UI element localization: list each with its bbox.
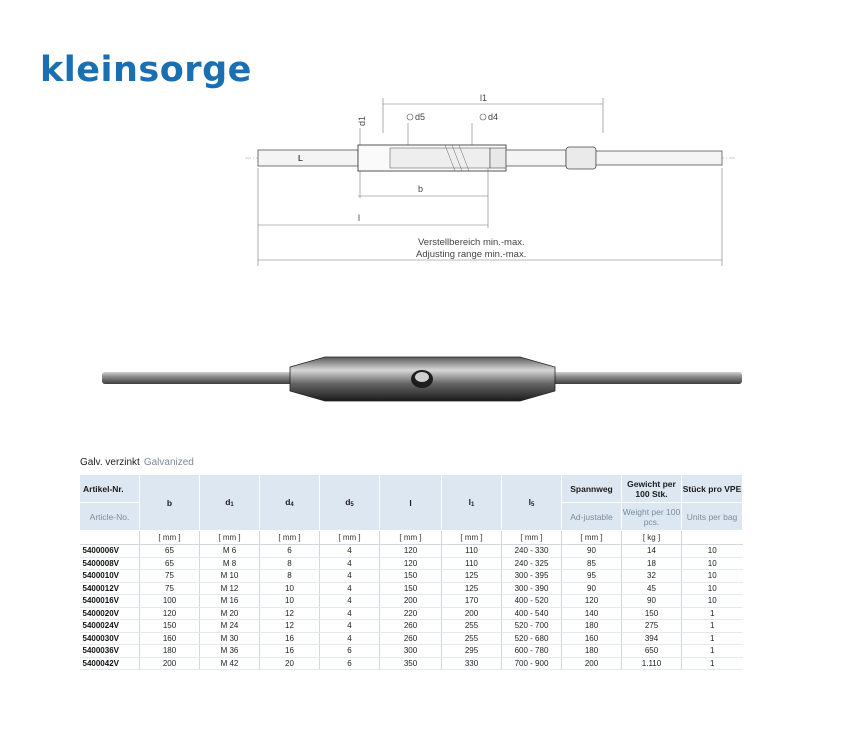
table-row <box>80 632 743 645</box>
table-cell: 200 <box>380 595 442 608</box>
table-cell: 330 <box>442 657 502 670</box>
table-cell: 95 <box>562 570 622 583</box>
header-article: Artikel-Nr. <box>80 475 140 503</box>
table-cell: 12 <box>260 620 320 633</box>
table-cell: 4 <box>320 632 380 645</box>
table-cell: 110 <box>442 557 502 570</box>
table-row <box>80 545 743 558</box>
table-cell: 200 <box>442 607 502 620</box>
table-cell: 240 - 330 <box>502 545 562 558</box>
table-cell: 160 <box>140 632 200 645</box>
table-cell: 4 <box>320 545 380 558</box>
unit-cell: [ mm ] <box>140 531 200 545</box>
table-cell: 520 - 700 <box>502 620 562 633</box>
unit-cell: [ mm ] <box>200 531 260 545</box>
table-cell: 4 <box>320 582 380 595</box>
table-cell: M 36 <box>200 645 260 658</box>
table-cell: 300 <box>380 645 442 658</box>
header-article-en: Article-No. <box>80 503 140 531</box>
table-cell: 260 <box>380 620 442 633</box>
header-b: b <box>140 475 200 531</box>
label-L: L <box>298 154 303 163</box>
table-cell: 120 <box>380 557 442 570</box>
label-d1: d1 <box>357 115 367 126</box>
table-cell: 120 <box>140 607 200 620</box>
table-row <box>80 570 743 583</box>
header-vpe: Stück pro VPE <box>682 475 743 503</box>
table-cell: 10 <box>682 545 743 558</box>
table-cell: 150 <box>622 607 682 620</box>
table-cell: M 16 <box>200 595 260 608</box>
header-l: l <box>380 475 442 531</box>
table-cell: 180 <box>562 645 622 658</box>
table-cell: M 20 <box>200 607 260 620</box>
table-cell: 10 <box>682 595 743 608</box>
spec-table <box>79 474 743 670</box>
unit-cell <box>80 531 140 545</box>
technical-drawing <box>240 88 740 268</box>
table-cell: M 8 <box>200 557 260 570</box>
table-cell: 180 <box>140 645 200 658</box>
brand-logo: kleinsorge <box>40 50 252 90</box>
unit-cell: [ mm ] <box>502 531 562 545</box>
table-cell: 10 <box>682 557 743 570</box>
header-spannweg: Spannweg <box>562 475 622 503</box>
table-cell: 394 <box>622 632 682 645</box>
table-cell: M 10 <box>200 570 260 583</box>
table-cell: 170 <box>442 595 502 608</box>
table-cell: 4 <box>320 570 380 583</box>
article-number-cell: 5400020V <box>80 607 140 620</box>
label-b: b <box>418 184 424 194</box>
table-cell: 300 - 390 <box>502 582 562 595</box>
label-d4: d4 <box>488 112 499 122</box>
table-cell: 1.110 <box>622 657 682 670</box>
article-number-cell: 5400030V <box>80 632 140 645</box>
table-cell: 16 <box>260 645 320 658</box>
article-number-cell: 5400024V <box>80 620 140 633</box>
table-cell: 90 <box>562 582 622 595</box>
table-cell: 4 <box>320 620 380 633</box>
header-l5: $l_5$ <box>502 475 562 531</box>
table-cell: 4 <box>320 557 380 570</box>
table-cell: 18 <box>622 557 682 570</box>
table-cell: 6 <box>260 545 320 558</box>
table-cell: M 30 <box>200 632 260 645</box>
table-cell: M 12 <box>200 582 260 595</box>
table-cell: 10 <box>260 595 320 608</box>
finish-caption <box>80 457 194 468</box>
table-cell: 1 <box>682 645 743 658</box>
table-row <box>80 657 743 670</box>
table-row <box>80 595 743 608</box>
header-d5: $d_5$ <box>320 475 380 531</box>
article-number-cell: 5400042V <box>80 657 140 670</box>
table-cell: 255 <box>442 620 502 633</box>
caption-de: Galv. verzinkt <box>80 457 140 468</box>
table-cell: 350 <box>380 657 442 670</box>
table-row <box>80 582 743 595</box>
range-en: Adjusting range min.-max. <box>416 249 527 260</box>
product-photo <box>100 345 745 415</box>
article-number-cell: 5400010V <box>80 570 140 583</box>
table-cell: 160 <box>562 632 622 645</box>
table-cell: 8 <box>260 557 320 570</box>
table-row <box>80 557 743 570</box>
table-row <box>80 620 743 633</box>
table-cell: 600 - 780 <box>502 645 562 658</box>
table-cell: M 24 <box>200 620 260 633</box>
article-number-cell: 5400006V <box>80 545 140 558</box>
header-d4: $d_4$ <box>260 475 320 531</box>
table-cell: 180 <box>562 620 622 633</box>
table-cell: 110 <box>442 545 502 558</box>
unit-cell: [ mm ] <box>260 531 320 545</box>
table-cell: 12 <box>260 607 320 620</box>
table-cell: 6 <box>320 645 380 658</box>
spec-table-body <box>80 531 743 670</box>
table-cell: 140 <box>562 607 622 620</box>
table-cell: 650 <box>622 645 682 658</box>
table-cell: 14 <box>622 545 682 558</box>
table-cell: 120 <box>562 595 622 608</box>
header-spannweg-en: Ad-justable <box>562 503 622 531</box>
header-gewicht-en: Weight per 100 pcs. <box>622 503 682 531</box>
table-cell: 150 <box>140 620 200 633</box>
header-d1: $d_1$ <box>200 475 260 531</box>
table-cell: 220 <box>380 607 442 620</box>
table-cell: 400 - 520 <box>502 595 562 608</box>
label-l: l <box>358 213 360 223</box>
unit-cell: [ mm ] <box>320 531 380 545</box>
table-cell: 200 <box>140 657 200 670</box>
unit-cell: [ mm ] <box>442 531 502 545</box>
table-cell: 32 <box>622 570 682 583</box>
table-cell: 400 - 540 <box>502 607 562 620</box>
table-cell: 65 <box>140 545 200 558</box>
label-l1: l1 <box>480 93 488 103</box>
header-vpe-en: Units per bag <box>682 503 743 531</box>
article-number-cell: 5400008V <box>80 557 140 570</box>
table-cell: 85 <box>562 557 622 570</box>
units-row <box>80 531 743 545</box>
table-cell: 125 <box>442 570 502 583</box>
table-cell: 16 <box>260 632 320 645</box>
table-cell: 4 <box>320 607 380 620</box>
article-number-cell: 5400036V <box>80 645 140 658</box>
table-cell: 75 <box>140 570 200 583</box>
table-row <box>80 645 743 658</box>
unit-cell <box>682 531 743 545</box>
table-cell: 90 <box>622 595 682 608</box>
table-cell: 120 <box>380 545 442 558</box>
table-cell: 295 <box>442 645 502 658</box>
table-cell: 100 <box>140 595 200 608</box>
table-cell: 8 <box>260 570 320 583</box>
table-cell: 275 <box>622 620 682 633</box>
table-cell: 700 - 900 <box>502 657 562 670</box>
header-gewicht: Gewicht per 100 Stk. <box>622 475 682 503</box>
unit-cell: [ mm ] <box>562 531 622 545</box>
caption-en: Galvanized <box>143 457 194 468</box>
article-number-cell: 5400016V <box>80 595 140 608</box>
header-l1: $l_1$ <box>442 475 502 531</box>
table-cell: M 6 <box>200 545 260 558</box>
label-d5: d5 <box>415 112 426 122</box>
table-cell: 125 <box>442 582 502 595</box>
table-cell: 1 <box>682 632 743 645</box>
table-cell: 75 <box>140 582 200 595</box>
unit-cell: [ kg ] <box>622 531 682 545</box>
table-cell: 150 <box>380 582 442 595</box>
table-cell: 150 <box>380 570 442 583</box>
table-cell: M 42 <box>200 657 260 670</box>
table-row <box>80 607 743 620</box>
table-cell: 4 <box>320 595 380 608</box>
table-cell: 520 - 680 <box>502 632 562 645</box>
article-number-cell: 5400012V <box>80 582 140 595</box>
table-cell: 10 <box>682 582 743 595</box>
table-cell: 260 <box>380 632 442 645</box>
table-cell: 65 <box>140 557 200 570</box>
unit-cell: [ mm ] <box>380 531 442 545</box>
table-cell: 255 <box>442 632 502 645</box>
table-cell: 90 <box>562 545 622 558</box>
range-de: Verstellbereich min.-max. <box>418 237 525 248</box>
table-cell: 10 <box>260 582 320 595</box>
table-cell: 1 <box>682 607 743 620</box>
table-cell: 45 <box>622 582 682 595</box>
table-cell: 200 <box>562 657 622 670</box>
table-cell: 1 <box>682 620 743 633</box>
table-cell: 240 - 325 <box>502 557 562 570</box>
table-cell: 6 <box>320 657 380 670</box>
table-cell: 300 - 395 <box>502 570 562 583</box>
table-cell: 20 <box>260 657 320 670</box>
table-cell: 1 <box>682 657 743 670</box>
table-cell: 10 <box>682 570 743 583</box>
